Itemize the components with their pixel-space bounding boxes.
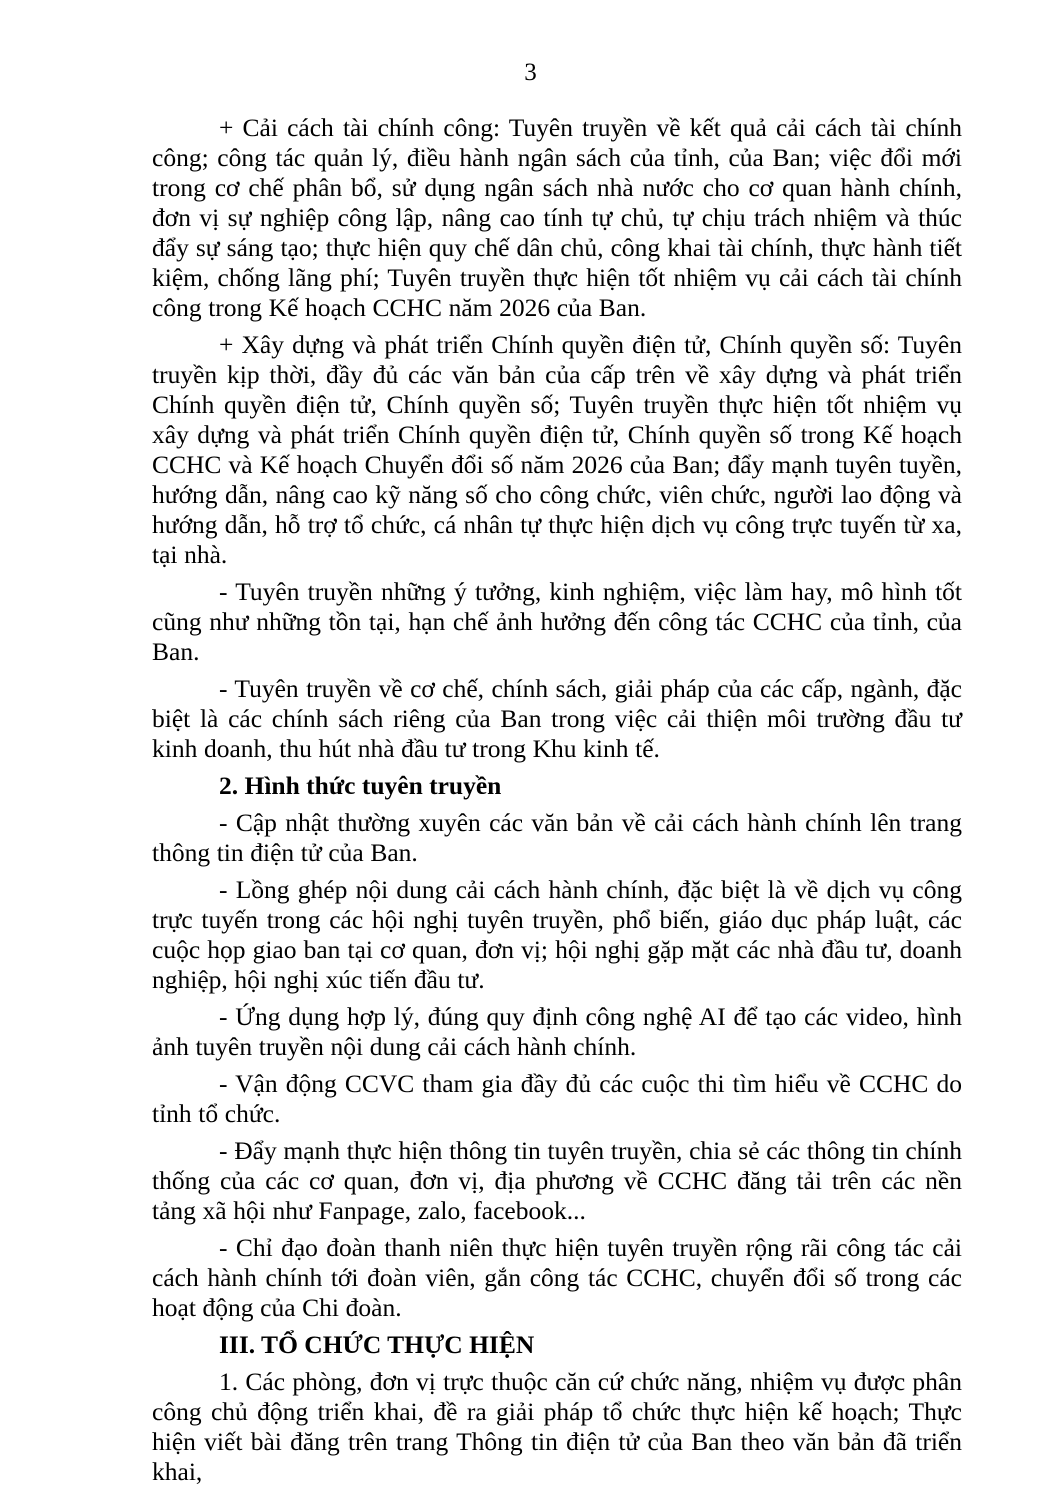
- heading-2-hinh-thuc-tuyen-truyen: 2. Hình thức tuyên truyền: [219, 771, 502, 800]
- heading-iii-to-chuc-thuc-hien: III. TỔ CHỨC THỰC HIỆN: [219, 1330, 535, 1359]
- para-co-che-chinh-sach: - Tuyên truyền về cơ chế, chính sách, giải pháp của các cấp, ngành, đặc biệt là các chính sách riêng của Ban trong việc cải thiện môi trường đầu tư kinh doanh, thu hút nhà đầu tư trong Khu kinh tế.: [152, 674, 962, 763]
- para-chi-dao-doan-thanh-nien: - Chỉ đạo đoàn thanh niên thực hiện tuyên truyền rộng rãi công tác cải cách hành chính tới đoàn viên, gắn công tác CCHC, chuyển đổi số trong các hoạt động của Chi đoàn.: [152, 1233, 962, 1322]
- para-cap-nhat-thuong-xuyen: - Cập nhật thường xuyên các văn bản về cải cách hành chính lên trang thông tin điện tử của Ban.: [152, 808, 962, 867]
- para-y-tuong-kinh-nghiem: - Tuyên truyền những ý tưởng, kinh nghiệm, việc làm hay, mô hình tốt cũng như những tồn tại, hạn chế ảnh hưởng đến công tác CCHC của tỉnh, của Ban.: [152, 577, 962, 666]
- para-day-manh-thong-tin: - Đẩy mạnh thực hiện thông tin tuyên truyền, chia sẻ các thông tin chính thống của các cơ quan, đơn vị, địa phương về CCHC đăng tải trên các nền tảng xã hội như Fanpage, zalo, facebook...: [152, 1136, 962, 1225]
- para-van-dong-ccvc: - Vận động CCVC tham gia đầy đủ các cuộc thi tìm hiểu về CCHC do tỉnh tổ chức.: [152, 1069, 962, 1128]
- para-chinh-quyen-dien-tu: + Xây dựng và phát triển Chính quyền điện tử, Chính quyền số: Tuyên truyền kịp thời, đầy đủ các văn bản của cấp trên về xây dựng và phát triển Chính quyền điện tử, Chính quyền số; Tuyên truyền thực hiện tốt nhiệm vụ xây dựng và phát triển Chính quyền điện tử, Chính quyền số trong Kế hoạch CCHC và Kế hoạch Chuyển đổi số năm 2026 của Ban; đẩy mạnh tuyên tuyền, hướng dẫn, nâng cao kỹ năng số cho công chức, viên chức, người lao động và hướng dẫn, hỗ trợ tổ chức, cá nhân tự thực hiện dịch vụ công trực tuyến từ xa, tại nhà.: [152, 330, 962, 569]
- para-cai-cach-tai-chinh-cong: + Cải cách tài chính công: Tuyên truyền về kết quả cải cách tài chính công; công tác quản lý, điều hành ngân sách của tỉnh, của Ban; việc đổi mới trong cơ chế phân bổ, sử dụng ngân sách nhà nước cho cơ quan hành chính, đơn vị sự nghiệp công lập, nâng cao tính tự chủ, tự chịu trách nhiệm và thúc đẩy sự sáng tạo; thực hiện quy chế dân chủ, công khai tài chính, thực hành tiết kiệm, chống lãng phí; Tuyên truyền thực hiện tốt nhiệm vụ cải cách tài chính công trong Kế hoạch CCHC năm 2026 của Ban.: [152, 113, 962, 322]
- para-ung-dung-ai: - Ứng dụng hợp lý, đúng quy định công nghệ AI để tạo các video, hình ảnh tuyên truyền nội dung cải cách hành chính.: [152, 1002, 962, 1061]
- para-long-ghep-noi-dung: - Lồng ghép nội dung cải cách hành chính, đặc biệt là về dịch vụ công trực tuyến trong các hội nghị tuyên truyền, phổ biến, giáo dục pháp luật, các cuộc họp giao ban tại cơ quan, đơn vị; hội nghị gặp mặt các nhà đầu tư, doanh nghiệp, hội nghị xúc tiến đầu tư.: [152, 875, 962, 994]
- document-body: [152, 113, 962, 1487]
- page-number: 3: [524, 59, 537, 86]
- para-1-cac-phong-don-vi: 1. Các phòng, đơn vị trực thuộc căn cứ chức năng, nhiệm vụ được phân công chủ động triển khai, đề ra giải pháp tổ chức thực hiện kế hoạch; Thực hiện viết bài đăng trên trang Thông tin điện tử của Ban theo văn bản đã triển khai,: [152, 1367, 962, 1486]
